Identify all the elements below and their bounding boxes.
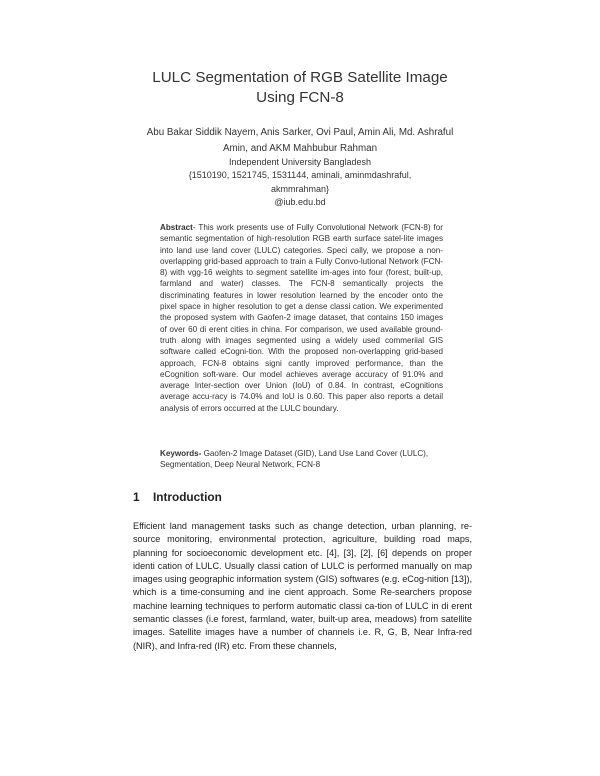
affiliation-line: @iub.edu.bd	[274, 196, 326, 207]
authors-line: Amin, and AKM Mahbubur Rahman	[222, 142, 378, 154]
abstract-text: - This work presents use of Fully Convolutional Network (FCN-8) for semantic segmentation of high-resolution RGB earth surface satel-lite images into land use land cover (LULC) categories. Speci cally, we propose a non-overlapping grid-based approach to train a Fully Convo-lutional Network (FCN-8) with vgg-16 weights to segment satellite im-ages into four (forest, built-up, farmland and water) classes. The FCN-8 semantically projects the discriminating features in lower resolution learned by the encoder onto the pixel space in higher resolution to get a dense classi cation. We experimented the proposed system with Gaofen-2 image dataset, that contains 150 images of over 60 di erent cities in china. For comparison, we used available ground-truth along with images segmented using a widely used commeriial GIS software called eCogni-tion. With the proposed non-overlapping grid-based approach, FCN-8 obtains signi cantly improved performance, than the eCognition soft-ware. Our model achieves average accuracy of 91.0% and average Inter-section over Union (IoU) of 0.84. In contrast, eCognitions average accu-racy is 74.0% and IoU is 0.60. This paper also reports a detail analysis of errors occurred at the LULC boundary.	[160, 223, 443, 413]
keywords	[160, 448, 443, 471]
abstract	[160, 222, 443, 414]
intro-paragraph: Efficient land management tasks such as change detection, urban planning, re-source monitoring, environmental protection, agriculture, building road maps, planning for socioeconomic development etc. [4], [3], [2], [6] depends on proper identi cation of LULC. Usually classi cation of LULC is performed manually on map images using geographic information system (GIS) softwares (e.g. eCog-nition [13]), which is a time-consuming and ine cient approach. Some Re-searchers propose machine learning techniques to perform automatic classi ca-tion of LULC in di erent semantic classes (i.e forest, farmland, water, built-up area, meadows) from satellite images. Satellite images have a number of channels i.e. R, G, B, Near Infra-red (NIR), and Infra-red (IR) etc. From these channels,	[133, 521, 472, 651]
section-title: Introduction	[153, 490, 222, 504]
section-number: 1	[133, 490, 140, 504]
abstract-label: Abstract	[160, 223, 193, 232]
section-heading	[133, 490, 222, 504]
affiliation-line: Independent University Bangladesh	[228, 157, 372, 167]
keywords-label: Keywords-	[160, 449, 202, 458]
authors	[130, 125, 470, 156]
keywords-text: Gaofen-2 Image Dataset (GID), Land Use Land Cover (LULC), Segmentation, Deep Neural Network, FCN-8	[160, 449, 429, 470]
affiliation-line: {1510190, 1521745, 1531144, aminali, aminmdashraful, akmmrahman}	[188, 170, 412, 194]
authors-line: Abu Bakar Siddik Nayem, Anis Sarker, Ovi Paul, Amin Ali, Md. Ashraful	[146, 127, 454, 138]
title-line: Using FCN-8	[256, 89, 344, 106]
title-line: LULC Segmentation of RGB Satellite Image	[152, 69, 448, 86]
paper-title	[100, 68, 500, 108]
affiliation	[170, 156, 430, 209]
